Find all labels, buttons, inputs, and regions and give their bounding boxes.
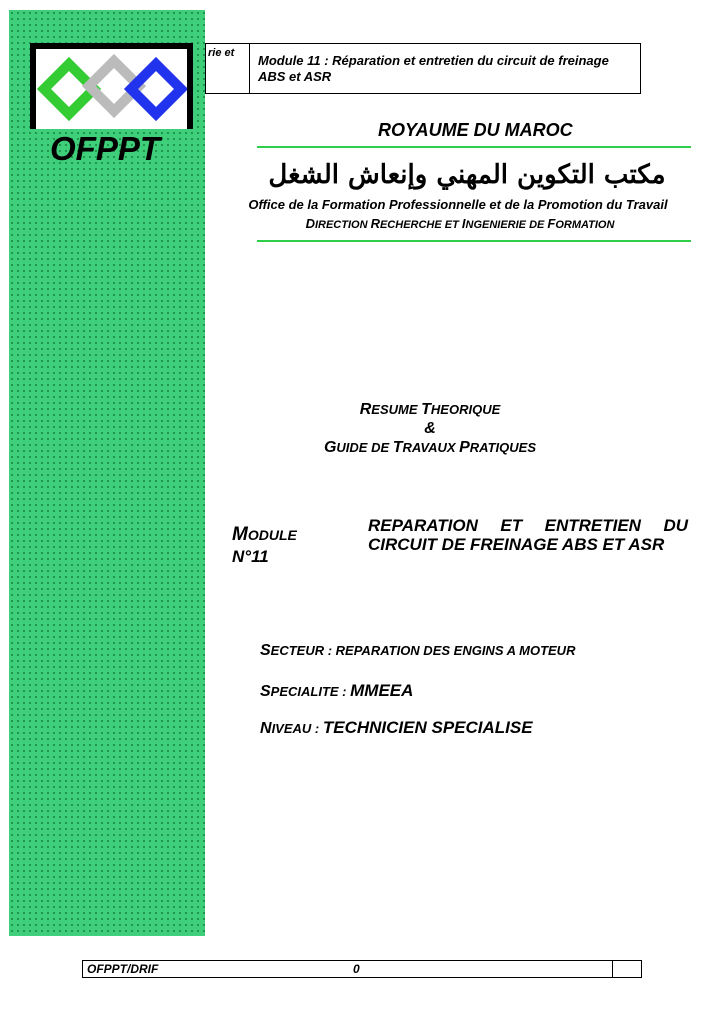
- niveau-line: NIVEAU : TECHNICIEN SPECIALISE: [260, 718, 533, 737]
- header-left-cell: rie et: [206, 44, 250, 93]
- document-type: [280, 400, 580, 457]
- direction-name: DIRECTION RECHERCHE ET INGENIERIE DE FORMATION: [305, 216, 615, 231]
- logo-diamonds-icon: [36, 49, 187, 129]
- ofppt-logo: [30, 43, 193, 129]
- guide-line: GUIDE DE TRAVAUX PRATIQUES: [323, 439, 537, 456]
- module-title: REPARATION ET ENTRETIEN DU CIRCUIT DE FREINAGE ABS ET ASR: [368, 516, 688, 554]
- footer-org: OFPPT/DRIF: [87, 962, 159, 976]
- logo-text: OFPPT: [50, 130, 161, 167]
- module-number: N°11: [232, 547, 269, 566]
- resume-line: RESUME THEORIQUE: [359, 401, 501, 418]
- footer-empty-cell: [613, 961, 641, 977]
- header-module-cell: Module 11 : Réparation et entretien du circuit de freinage ABS et ASR: [258, 53, 609, 84]
- header-table: [205, 43, 641, 94]
- module-label: MODULE N°11: [232, 524, 297, 566]
- secteur-line: SECTEUR : REPARATION DES ENGINS A MOTEUR: [260, 642, 576, 659]
- logo-inner: [36, 49, 187, 129]
- arabic-org-name: مكتب التكوين المهني وإنعاش الشغل: [268, 160, 666, 190]
- footer-page-number: 0: [353, 961, 613, 977]
- office-name: Office de la Formation Professionnelle et de la Promotion du Travail: [248, 197, 668, 212]
- specialite-line: SPECIALITE : MMEEA: [260, 681, 414, 700]
- divider-line-top: [257, 146, 691, 148]
- ampersand: &: [424, 420, 436, 437]
- divider-line-bottom: [257, 240, 691, 242]
- country-title: ROYAUME DU MAROC: [378, 120, 573, 140]
- footer-table: [82, 960, 642, 978]
